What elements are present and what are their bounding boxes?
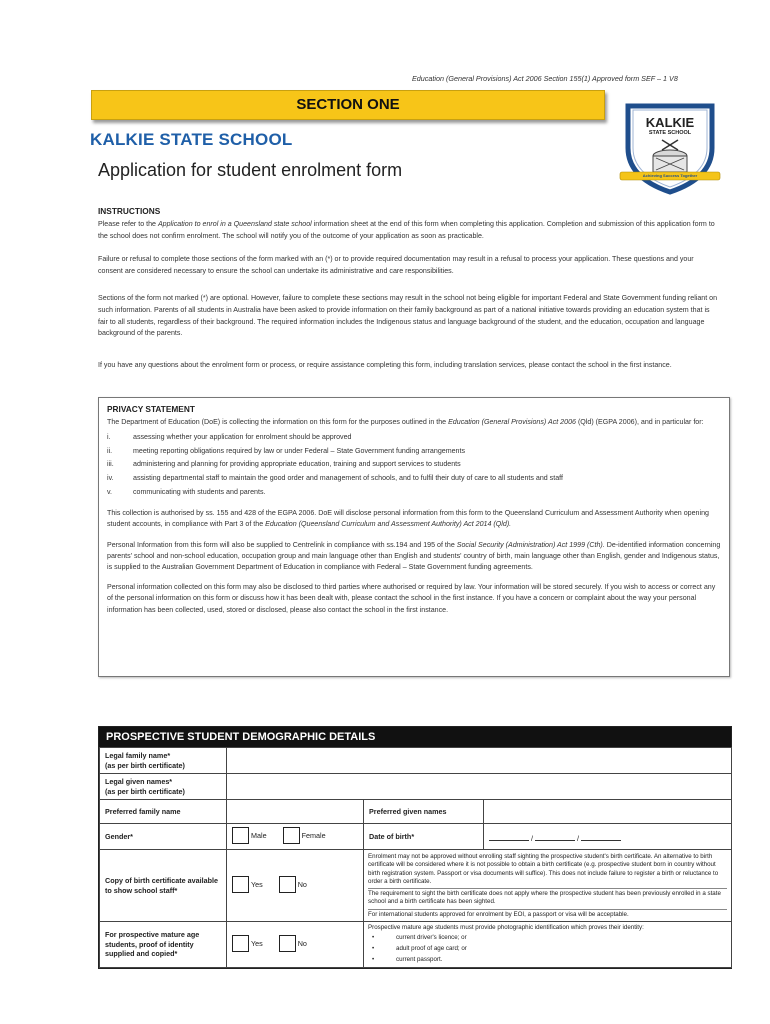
bullet-icon: • bbox=[372, 956, 375, 964]
list-number: iv. bbox=[107, 473, 114, 482]
option-label: No bbox=[297, 939, 307, 949]
bullet-icon: • bbox=[372, 934, 375, 942]
birth-certificate-label: Copy of birth certificate available to show school staff* bbox=[100, 850, 227, 922]
school-name: KALKIE STATE SCHOOL bbox=[90, 130, 293, 149]
text-italic: Social Security (Administration) Act 1999 (Cth). bbox=[456, 540, 605, 549]
checkbox[interactable] bbox=[232, 935, 249, 952]
logo-motto: Achieving Success Together bbox=[642, 173, 698, 178]
date-of-birth-label: Date of birth* bbox=[364, 824, 484, 850]
demographic-table bbox=[99, 747, 732, 968]
text: (Qld) (EGPA 2006), and in particular for: bbox=[575, 418, 704, 426]
instructions-paragraph-3: Sections of the form not marked (*) are optional. However, failure to complete these sections may result in the school not being eligible for important Federal and State Government funding reliant on such information. Parents of all students in Australia have been asked to provide information on their family background as part of a national initiative towards providing an education system that is fair to all students, regardless of their background. The required information includes the Indigenous status and language background of the student, and the education, occupation and language background of the parents. bbox=[98, 294, 718, 338]
option-label: Male bbox=[251, 831, 267, 840]
gender-options bbox=[227, 824, 364, 850]
option-label: Female bbox=[301, 831, 326, 840]
note-text: Enrolment may not be approved without enrolling staff sighting the prospective student's birth certificate. An alternative to birth certificate will be considered where it is not possible to obtain a birth certificate (e.g. prospective student born in country without birth registration system. Passport or visa documents will suffice). This does not include failure to register a birth or reluctance to order a birth certificate. bbox=[368, 852, 727, 889]
school-logo bbox=[618, 100, 722, 196]
table-row bbox=[100, 774, 732, 800]
instructions-paragraph-4: If you have any questions about the enrolment form or process, or require assistance completing this form, including translation services, please contact the school in the first instance. bbox=[98, 361, 672, 369]
list-number: i. bbox=[107, 433, 111, 442]
checkbox[interactable] bbox=[279, 935, 296, 952]
table-row bbox=[100, 922, 732, 968]
mature-age-yes-option[interactable] bbox=[232, 935, 263, 952]
privacy-intro bbox=[107, 417, 721, 428]
list-text: current driver's licence; or bbox=[396, 934, 467, 942]
list-text: assessing whether your application for enrolment should be approved bbox=[133, 433, 352, 442]
dob-separator: / bbox=[577, 833, 579, 843]
instructions-paragraph-2: Failure or refusal to complete those sections of the form marked with an (*) or to provide required documentation may result in a refusal to process your application. These questions and your consent are considered necessary to ensure the school can undertake its administrative and care responsibilities. bbox=[98, 255, 694, 275]
text: De-identified information concerning parents' school and non-school education, occupation group and main language other than English and students' country of birth, main language other than English, gender and Indigenous status, is supplied to the Australian Government Department of Education in compliance with Federal – State Government funding agreements. bbox=[107, 540, 721, 571]
birth-certificate-yes-option[interactable] bbox=[232, 876, 263, 893]
list-text: administering and planning for providing appropriate education, training and support services to students bbox=[133, 460, 461, 469]
text-italic: Education (General Provisions) Act 2006 bbox=[448, 418, 576, 426]
list-item bbox=[107, 445, 721, 459]
demographic-heading: PROSPECTIVE STUDENT DEMOGRAPHIC DETAILS bbox=[99, 727, 731, 747]
table-row bbox=[100, 800, 732, 824]
logo-subtitle: STATE SCHOOL bbox=[648, 130, 692, 136]
preferred-family-name-field[interactable] bbox=[227, 800, 364, 824]
gender-female-option[interactable] bbox=[283, 827, 326, 844]
dob-month-line[interactable] bbox=[535, 831, 575, 841]
birth-certificate-notes bbox=[364, 850, 732, 922]
list-text: current passport. bbox=[396, 956, 443, 964]
page-title: Application for student enrolment form bbox=[98, 160, 403, 180]
birth-certificate-options bbox=[227, 850, 364, 922]
option-label: Yes bbox=[251, 939, 263, 949]
text: The Department of Education (DoE) is collecting the information on this form for the purposes outlined in the bbox=[107, 418, 449, 426]
list-item bbox=[107, 458, 721, 472]
section-banner-label: SECTION ONE bbox=[296, 96, 400, 113]
instructions-paragraph-1 bbox=[98, 219, 718, 243]
list-item bbox=[368, 932, 727, 943]
gender-label: Gender* bbox=[100, 824, 227, 850]
mature-age-notes bbox=[364, 922, 732, 968]
list-text: assisting departmental staff to maintain the good order and management of schools, and to fulfil their duty of care to all students and staff bbox=[133, 473, 563, 482]
table-row bbox=[100, 850, 732, 922]
note-text: For international students approved for enrolment by EOI, a passport or visa will be acceptable. bbox=[368, 910, 629, 918]
note-text: Prospective mature age students must provide photographic identification which proves their identity: bbox=[368, 924, 644, 932]
list-number: v. bbox=[107, 487, 112, 496]
bullet-icon: • bbox=[372, 945, 375, 953]
text: Personal Information from this form will also be supplied to Centrelink in compliance with ss.194 and 195 of the bbox=[107, 540, 457, 549]
option-label: No bbox=[297, 880, 307, 890]
gender-male-option[interactable] bbox=[232, 827, 267, 844]
dob-year-line[interactable] bbox=[581, 831, 621, 841]
note-text: The requirement to sight the birth certificate does not apply where the prospective student has been previously enrolled in a state school and a birth certificate has been sighted. bbox=[368, 889, 727, 910]
text: Please refer to the bbox=[98, 220, 158, 228]
dob-day-line[interactable] bbox=[489, 831, 529, 841]
list-number: ii. bbox=[107, 446, 113, 455]
mature-age-options bbox=[227, 922, 364, 968]
privacy-paragraph-4: Personal information collected on this form may also be disclosed to third parties where authorised or required by law. Your information will be stored securely. If you wish to access or correct any of the personal information on this form or discuss how it has been dealt with, please contact the school in the first instance. If you have a concern or complaint about the way your personal information has been collected, used, stored or disclosed, please also contact the school in the first instance. bbox=[107, 583, 716, 614]
dob-separator: / bbox=[531, 833, 533, 843]
text: This collection is authorised by ss. 155 and 428 of the EGPA 2006. DoE will disclose personal information from this form to the Queensland Curriculum and Assessment Authority when opening student accounts, in compliance with Part 3 of the bbox=[107, 509, 709, 529]
list-item bbox=[368, 954, 727, 965]
mature-age-label: For prospective mature age students, proof of identity supplied and copied* bbox=[100, 922, 227, 968]
privacy-paragraph-3 bbox=[107, 540, 721, 574]
text: information sheet at the end of this form when completing this application. Completion and submission of this application form to the school does not confirm enrolment. The school will notify you of the outcome of your application as soon as practicable. bbox=[98, 220, 715, 240]
legal-given-names-field[interactable] bbox=[227, 774, 732, 800]
mature-age-no-option[interactable] bbox=[279, 935, 307, 952]
logo-title: KALKIE bbox=[645, 115, 695, 130]
date-of-birth-field[interactable] bbox=[484, 824, 732, 850]
privacy-purpose-list bbox=[107, 431, 721, 499]
list-text: meeting reporting obligations required by law or under Federal – State Government funding arrangements bbox=[133, 446, 466, 455]
preferred-family-name-label: Preferred family name bbox=[100, 800, 227, 824]
table-row bbox=[100, 824, 732, 850]
demographic-details-section bbox=[98, 726, 732, 969]
preferred-given-names-label: Preferred given names bbox=[364, 800, 484, 824]
privacy-heading: PRIVACY STATEMENT bbox=[107, 404, 195, 414]
text-italic: Application to enrol in a Queensland state school bbox=[157, 220, 312, 228]
list-item bbox=[107, 486, 721, 500]
text-italic: Education (Queensland Curriculum and Assessment Authority) Act 2014 (Qld). bbox=[265, 520, 512, 529]
privacy-statement-box bbox=[98, 397, 730, 677]
privacy-paragraph-2 bbox=[107, 508, 721, 530]
table-row bbox=[100, 748, 732, 774]
checkbox[interactable] bbox=[283, 827, 300, 844]
instructions-heading: INSTRUCTIONS bbox=[98, 206, 161, 216]
legal-given-names-label: Legal given names* (as per birth certificate) bbox=[100, 774, 227, 800]
option-label: Yes bbox=[251, 880, 263, 890]
checkbox[interactable] bbox=[279, 876, 296, 893]
list-text: adult proof of age card; or bbox=[396, 945, 467, 953]
checkbox[interactable] bbox=[232, 876, 249, 893]
form-reference: Education (General Provisions) Act 2006 Section 155(1) Approved form SEF – 1 V8 bbox=[412, 74, 678, 83]
list-number: iii. bbox=[107, 460, 114, 469]
checkbox[interactable] bbox=[232, 827, 249, 844]
list-text: communicating with students and parents. bbox=[133, 487, 266, 496]
list-item bbox=[107, 431, 721, 445]
preferred-given-names-field[interactable] bbox=[484, 800, 732, 824]
list-item bbox=[107, 472, 721, 486]
section-banner bbox=[91, 90, 605, 120]
legal-family-name-label: Legal family name* (as per birth certificate) bbox=[100, 748, 227, 774]
list-item bbox=[368, 943, 727, 954]
legal-family-name-field[interactable] bbox=[227, 748, 732, 774]
birth-certificate-no-option[interactable] bbox=[279, 876, 307, 893]
